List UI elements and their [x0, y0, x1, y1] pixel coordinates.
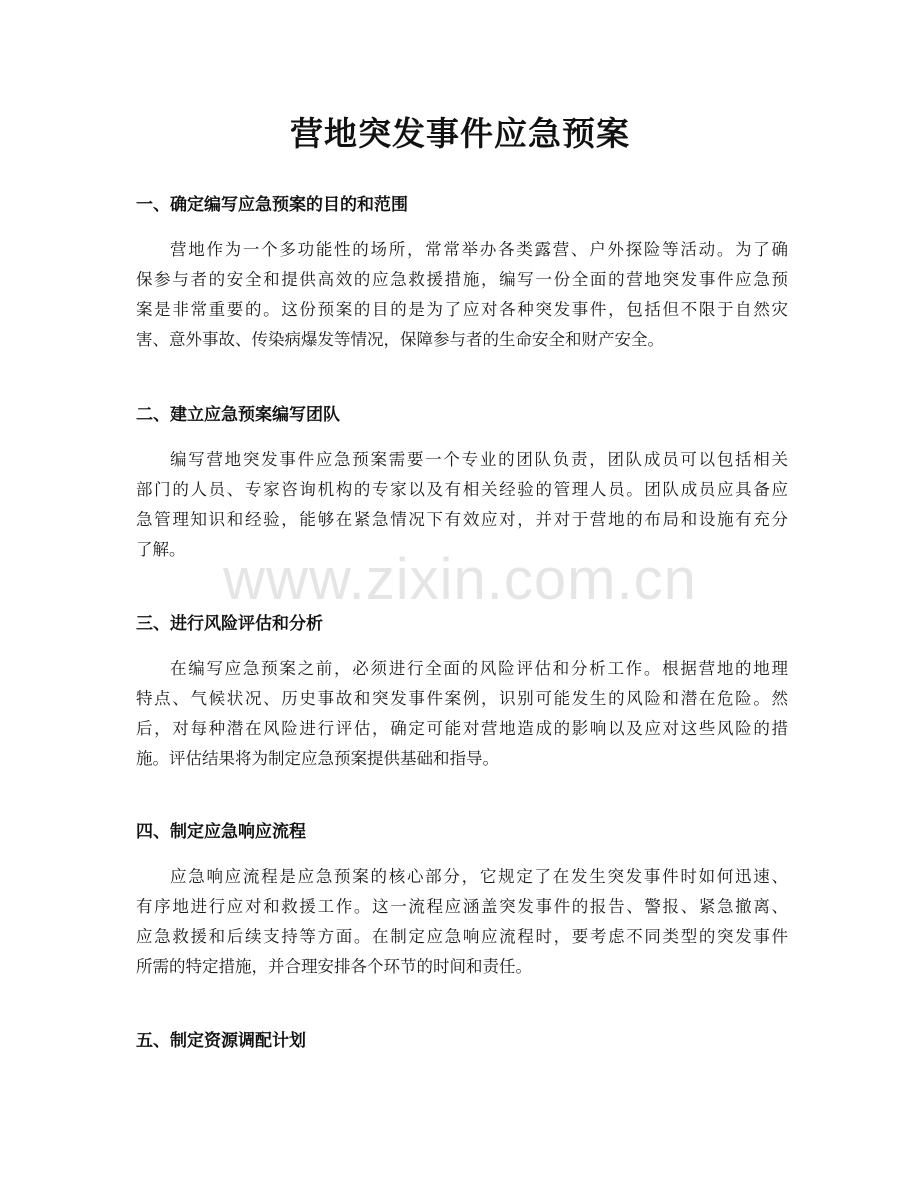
- paragraph-line: 在编写应急预案之前，必须进行全面的风险评估和分析工作。根据营地的地理: [170, 659, 788, 678]
- paragraph-line: 保参与者的安全和提供高效的应急救援措施，编写一份全面的营地突发事件应急预: [136, 270, 788, 289]
- section-heading-2: 二、建立应急预案编写团队: [136, 405, 340, 425]
- section-paragraph-1: [136, 235, 788, 355]
- paragraph-line: 部门的人员、专家咨询机构的专家以及有相关经验的管理人员。团队成员应具备应: [136, 480, 788, 499]
- paragraph-line: 害、意外事故、传染病爆发等情况，保障参与者的生命安全和财产安全。: [136, 330, 664, 349]
- section-heading-3: 三、进行风险评估和分析: [136, 614, 323, 634]
- section-heading-1: 一、确定编写应急预案的目的和范围: [136, 195, 408, 215]
- section-paragraph-2: [136, 445, 788, 565]
- paragraph-line: 后，对每种潜在风险进行评估，确定可能对营地造成的影响以及应对这些风险的措: [136, 719, 788, 738]
- section-heading-4: 四、制定应急响应流程: [136, 822, 306, 842]
- paragraph-line: 所需的特定措施，并合理安排各个环节的时间和责任。: [136, 957, 532, 976]
- paragraph-line: 施。评估结果将为制定应急预案提供基础和指导。: [136, 749, 499, 768]
- paragraph-line: 应急响应流程是应急预案的核心部分，它规定了在发生突发事件时如何迅速、: [170, 867, 788, 886]
- section-heading-5: 五、制定资源调配计划: [136, 1031, 306, 1051]
- paragraph-line: 应急救援和后续支持等方面。在制定应急响应流程时，要考虑不同类型的突发事件: [136, 927, 788, 946]
- paragraph-line: 有序地进行应对和救援工作。这一流程应涵盖突发事件的报告、警报、紧急撤离、: [136, 897, 788, 916]
- paragraph-line: 特点、气候状况、历史事故和突发事件案例，识别可能发生的风险和潜在危险。然: [136, 689, 788, 708]
- paragraph-line: 营地作为一个多功能性的场所，常常举办各类露营、户外探险等活动。为了确: [170, 240, 788, 259]
- section-paragraph-4: [136, 862, 788, 982]
- page-title: 营地突发事件应急预案: [290, 114, 630, 153]
- paragraph-line: 案是非常重要的。这份预案的目的是为了应对各种突发事件，包括但不限于自然灾: [136, 300, 788, 319]
- watermark: www.zixin.com.cn: [223, 547, 697, 612]
- paragraph-line: 了解。: [136, 540, 186, 559]
- paragraph-line: 急管理知识和经验，能够在紧急情况下有效应对，并对于营地的布局和设施有充分: [136, 510, 788, 529]
- section-paragraph-3: [136, 654, 788, 774]
- paragraph-line: 编写营地突发事件应急预案需要一个专业的团队负责，团队成员可以包括相关: [170, 450, 788, 469]
